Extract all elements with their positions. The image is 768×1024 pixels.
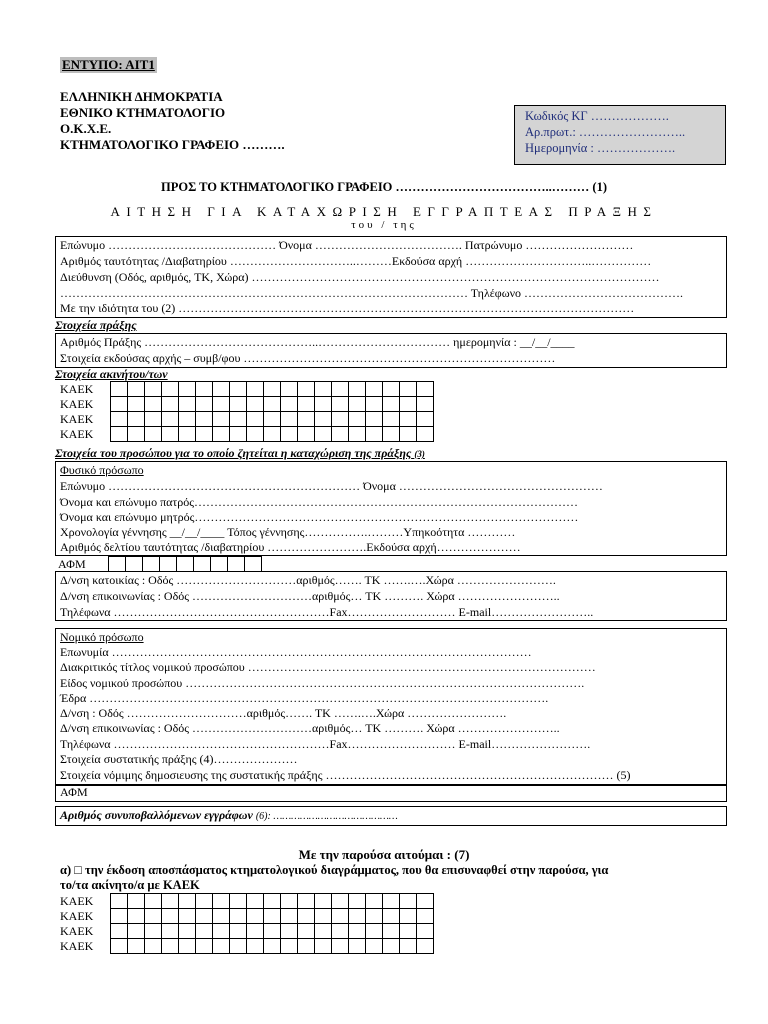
kaek-cell[interactable] [400,939,417,954]
kaek-cell[interactable] [349,909,366,924]
kaek-cell[interactable] [264,924,281,939]
kaek-cell[interactable] [111,894,128,909]
note-3: (3) [414,449,425,459]
kaek-cell[interactable] [247,909,264,924]
legal-person-line[interactable]: Στοιχεία συστατικής πράξης (4)………………… [60,752,298,766]
kaek-row [57,382,434,397]
kaek-cell[interactable] [349,382,366,397]
kaek-cell[interactable] [247,412,264,427]
kaek-cell[interactable] [264,397,281,412]
legal-afm-label: ΑΦΜ [60,785,88,799]
kaek-cell[interactable] [111,924,128,939]
kaek-cell[interactable] [332,894,349,909]
kaek-cell[interactable] [247,427,264,442]
kaek-cell[interactable] [264,412,281,427]
kaek-cell[interactable] [400,382,417,397]
kaek-cell[interactable] [332,909,349,924]
kaek-cell[interactable] [366,909,383,924]
natural-person-box [55,461,727,556]
kaek-cell[interactable] [366,382,383,397]
kaek-cell[interactable] [179,412,196,427]
kaek-cell[interactable] [247,382,264,397]
kaek-cell[interactable] [145,939,162,954]
kaek-cell[interactable] [111,427,128,442]
kaek-cell[interactable] [230,397,247,412]
kaek-cell[interactable] [196,412,213,427]
kaek-cell[interactable] [298,412,315,427]
kaek-cell[interactable] [366,427,383,442]
kaek-cell[interactable] [417,909,434,924]
kaek-row [57,909,434,924]
kaek-cell[interactable] [417,939,434,954]
contact-line[interactable]: Δ/νση κατοικίας : Οδός …………………………αριθμός……. ΤΚ …….….Χώρα ……………………. [60,573,556,587]
kaek-cell[interactable] [332,382,349,397]
kaek-cell[interactable] [145,427,162,442]
legal-person-line[interactable]: Είδος νομικού προσώπου ………………………………………………………………………………………. [60,676,585,690]
kaek-cell[interactable] [264,909,281,924]
legal-person-line[interactable]: Δ/νση : Οδός …………………………αριθμός……. ΤΚ …….….Χώρα ……………………. [60,706,507,720]
kaek-cell[interactable] [213,427,230,442]
kaek-cell[interactable] [264,427,281,442]
kaek-cell[interactable] [383,894,400,909]
kaek-cell[interactable] [162,412,179,427]
kaek-cell[interactable] [162,909,179,924]
kaek-cell[interactable] [162,939,179,954]
kaek-cell[interactable] [349,427,366,442]
kaek-cell[interactable] [128,939,145,954]
kaek-cell[interactable] [315,924,332,939]
kaek-cell[interactable] [400,909,417,924]
kaek-cell[interactable] [128,412,145,427]
afm-cell[interactable] [245,557,262,572]
kaek-cell[interactable] [349,894,366,909]
afm-cell[interactable] [177,557,194,572]
kaek-cell[interactable] [400,412,417,427]
kaek-cell[interactable] [213,382,230,397]
kaek-cell[interactable] [366,939,383,954]
legal-person-line[interactable]: Στοιχεία νόμιμης δημοσιευσης της συστατικής πράξης ……………………………………………………………… (5) [60,768,631,782]
natural-person-line[interactable]: Αριθμός δελτίου ταυτότητας /διαβατηρίου …………………….Εκδούσα αρχή………………… [60,540,521,554]
kaek-cell[interactable] [298,894,315,909]
kaek-cell[interactable] [298,427,315,442]
kaek-label: ΚΑΕΚ [60,938,94,953]
contact-line[interactable]: Δ/νση επικοινωνίας : Οδός …………………………αριθμός… ΤΚ ………. Χώρα …………………….. [60,589,560,603]
kaek-cell[interactable] [417,412,434,427]
kaek-cell[interactable] [332,412,349,427]
kaek-cell[interactable] [213,894,230,909]
kaek-cell[interactable] [298,382,315,397]
kaek-cell[interactable] [281,894,298,909]
header-line-4: ΚΤΗΜΑΤΟΛΟΓΙΚΟ ΓΡΑΦΕΙΟ ………. [60,137,285,152]
kaek-cell[interactable] [281,939,298,954]
request-option-a[interactable]: α) □ την έκδοση αποσπάσματος κτηματολογικού διαγράμματος, που θα επισυναφθεί στην παρούσα, για [60,863,609,877]
kaek-cell[interactable] [196,909,213,924]
afm-cell[interactable] [143,557,160,572]
kaek-cell[interactable] [298,909,315,924]
kaek-cell[interactable] [145,909,162,924]
legal-person-line[interactable]: Τηλέφωνα ………………………………………………Fax……………………… E-mail……………………. [60,737,591,751]
kaek-cell[interactable] [128,909,145,924]
kaek-cell[interactable] [298,924,315,939]
kaek-cell[interactable] [264,939,281,954]
kaek-cell[interactable] [162,427,179,442]
afm-cell[interactable] [109,557,126,572]
kaek-cell[interactable] [332,924,349,939]
kaek-cell[interactable] [179,397,196,412]
kaek-label: ΚΑΕΚ [60,411,94,426]
attachments-note: (6): …………………………………… [255,811,398,822]
kaek-cell[interactable] [196,939,213,954]
kaek-cell[interactable] [400,427,417,442]
kaek-cell[interactable] [366,412,383,427]
kaek-cell[interactable] [230,894,247,909]
legal-person-heading: Νομικό πρόσωπο [60,630,144,644]
page-subtitle: του / της [351,219,417,231]
kaek-row [57,939,434,954]
kaek-cell[interactable] [383,924,400,939]
kaek-cell[interactable] [230,924,247,939]
form-code: ΕΝΤΥΠΟ: ΑΙΤ1 [62,57,155,72]
afm-cell[interactable] [126,557,143,572]
addressee: ΠΡΟΣ ΤΟ ΚΤΗΜΑΤΟΛΟΓΙΚΟ ΓΡΑΦΕΙΟ ………………………………..……… (1) [161,180,607,194]
kaek-cell[interactable] [400,924,417,939]
kaek-cell[interactable] [162,894,179,909]
kaek-row [57,924,434,939]
section-prosopo-label: Στοιχεία του προσώπου για το οποίο ζητείται η καταχώριση της πράξης [55,446,412,460]
kaek-cell[interactable] [281,412,298,427]
kaek-cell[interactable] [417,924,434,939]
kaek-cell[interactable] [128,427,145,442]
kaek-cell[interactable] [281,382,298,397]
request-title: Με την παρούσα αιτούμαι : (7) [298,847,470,862]
kaek-grid [57,381,434,442]
kaek-cell[interactable] [111,397,128,412]
kaek-cell[interactable] [400,894,417,909]
kaek-cell[interactable] [111,939,128,954]
kaek-cell[interactable] [247,397,264,412]
applicant-line[interactable]: Επώνυμο …………………………………… Όνομα ………………………………. Πατρώνυμο ……………………… [60,238,634,252]
kaek-cell[interactable] [349,924,366,939]
kaek-cell[interactable] [213,939,230,954]
kaek-row [57,412,434,427]
kaek-cell[interactable] [383,427,400,442]
kaek-cell[interactable] [196,397,213,412]
applicant-line[interactable]: ………………………………………………………………………………………… Τηλέφωνο …………………………………. [60,286,684,300]
legal-person-line[interactable]: Έδρα ……………………………………………………………………………………………………. [60,691,549,705]
kaek-cell[interactable] [417,382,434,397]
kaek-cell[interactable] [145,894,162,909]
kaek-cell[interactable] [247,924,264,939]
kaek-cell[interactable] [179,382,196,397]
natural-person-line[interactable]: Χρονολογία γέννησης __/__/____ Τόπος γέννησης…………….………Υπηκοότητα ………… [60,525,516,539]
section-akinito: Στοιχεία ακινήτου/των [55,367,168,381]
kaek-cell[interactable] [383,382,400,397]
natural-person-contact-box [55,571,727,621]
header-line-3: Ο.Κ.Χ.Ε. [60,121,112,136]
kaek-label: ΚΑΕΚ [60,893,94,908]
legal-person-box [55,628,727,786]
praxi-box [55,333,727,368]
kaek-cell[interactable] [400,397,417,412]
natural-person-line[interactable]: Επώνυμο ……………………………………………………… Όνομα …………………………………………… [60,479,603,493]
kaek-cell[interactable] [196,427,213,442]
protocol-number: Αρ.πρωτ.: …………………….. [525,125,686,139]
kaek-cell[interactable] [162,382,179,397]
afm-grid [55,556,262,572]
kaek-cell[interactable] [349,412,366,427]
kaek-cell[interactable] [315,382,332,397]
kaek-cell[interactable] [162,924,179,939]
praxi-line[interactable]: Στοιχεία εκδούσας αρχής – συμβ/φου …………………………………………………………………… [60,351,556,365]
kaek-cell[interactable] [281,909,298,924]
kaek-label: ΚΑΕΚ [60,923,94,938]
kaek-cell[interactable] [230,909,247,924]
page-title: ΑΙΤΗΣΗ ΓΙΑ ΚΑΤΑΧΩΡΙΣΗ ΕΓΓΡΑΠΤΕΑΣ ΠΡΑΞΗΣ [110,204,658,219]
legal-person-line[interactable]: Δ/νση επικοινωνίας : Οδός …………………………αριθμός… ΤΚ ………. Χώρα …………………….. [60,721,560,735]
kaek-cell[interactable] [111,412,128,427]
afm-cell[interactable] [194,557,211,572]
kaek-label: ΚΑΕΚ [60,426,94,441]
kaek-cell[interactable] [383,909,400,924]
request-option-a-cont: το/τα ακίνητο/α με ΚΑΕΚ [60,878,200,892]
applicant-line[interactable]: Με την ιδιότητα του (2) …………………………………………………………………………………………………… [60,301,635,315]
kaek-row [57,894,434,909]
kaek-cell[interactable] [179,909,196,924]
legal-person-line[interactable]: Διακριτικός τίτλος νομικού προσώπου …………………………………………………………………………… [60,660,596,674]
natural-person-line[interactable]: Όνομα και επώνυμο μητρός…………………………………………………………………………………… [60,510,579,524]
kaek-cell[interactable] [332,427,349,442]
date-field: Ημερομηνία : ………………. [525,141,676,155]
kaek-cell[interactable] [366,924,383,939]
section-praxi: Στοιχεία πράξης [55,318,137,332]
contact-line[interactable]: Τηλέφωνα ………………………………………………Fax……………………… E-mail…………………….. [60,605,594,619]
kaek-cell[interactable] [247,939,264,954]
applicant-line[interactable]: Αριθμός ταυτότητας /Διαβατηρίου …………………………..………Εκδούσα αρχή …………………………..…………… [60,254,652,268]
kaek-cell[interactable] [417,427,434,442]
attachments-line[interactable] [60,808,398,823]
registry-code-box [514,105,726,165]
kaek-cell[interactable] [383,939,400,954]
afm-label: ΑΦΜ [55,557,109,572]
attachments-label: Αριθμός συνυποβαλλόμενων εγγράφων [60,808,253,822]
kaek-cell[interactable] [145,382,162,397]
kaek-cell[interactable] [281,924,298,939]
kaek-cell[interactable] [366,397,383,412]
kaek-cell[interactable] [111,909,128,924]
kaek-cell[interactable] [145,924,162,939]
kaek-cell[interactable] [213,412,230,427]
kaek-label: ΚΑΕΚ [60,396,94,411]
kaek-cell[interactable] [315,397,332,412]
kaek-cell[interactable] [179,427,196,442]
kaek-cell[interactable] [128,924,145,939]
kaek-cell[interactable] [162,397,179,412]
kaek-cell[interactable] [315,894,332,909]
kaek-cell[interactable] [179,939,196,954]
kaek-cell[interactable] [196,924,213,939]
kaek-cell[interactable] [179,894,196,909]
praxi-line[interactable]: Αριθμός Πράξης ……………………………………..…………………………… ημερομηνία : __/__/____ [60,335,575,349]
kaek-cell[interactable] [111,382,128,397]
kaek-cell[interactable] [366,894,383,909]
kaek-cell[interactable] [349,397,366,412]
kaek-label: ΚΑΕΚ [60,381,94,396]
legal-afm-box [55,784,727,802]
kaek-cell[interactable] [349,939,366,954]
kaek-cell[interactable] [145,397,162,412]
kaek-cell[interactable] [315,939,332,954]
kaek-cell[interactable] [281,427,298,442]
kaek-cell[interactable] [315,427,332,442]
natural-person-line[interactable]: Όνομα και επώνυμο πατρός…………………………………………………………………………………… [60,495,578,509]
kg-code: Κωδικός ΚΓ ………………. [525,109,669,123]
kaek-cell[interactable] [230,939,247,954]
attachments-box [55,806,727,826]
kaek-cell[interactable] [230,412,247,427]
kaek-cell[interactable] [298,939,315,954]
kaek-cell[interactable] [298,397,315,412]
kaek-cell[interactable] [383,412,400,427]
applicant-box [55,236,727,318]
section-prosopo [55,446,425,461]
kaek-cell[interactable] [332,939,349,954]
afm-row [55,557,262,572]
afm-cell[interactable] [211,557,228,572]
kaek-cell[interactable] [213,909,230,924]
kaek-cell[interactable] [417,894,434,909]
kaek-cell[interactable] [247,894,264,909]
kaek-cell[interactable] [281,397,298,412]
kaek-cell[interactable] [315,909,332,924]
kaek-cell[interactable] [417,397,434,412]
kaek-label: ΚΑΕΚ [60,908,94,923]
kaek-cell[interactable] [230,382,247,397]
kaek-cell[interactable] [128,397,145,412]
kaek-cell[interactable] [332,397,349,412]
kaek-cell[interactable] [145,412,162,427]
kaek-cell[interactable] [230,427,247,442]
kaek-cell[interactable] [213,397,230,412]
kaek-cell[interactable] [315,412,332,427]
kaek-cell[interactable] [179,924,196,939]
kaek-row [57,427,434,442]
kaek-cell[interactable] [128,894,145,909]
kaek-cell[interactable] [128,382,145,397]
legal-person-line[interactable]: Επωνυμία …………………………………………………………………………………………… [60,645,532,659]
kaek-cell[interactable] [196,894,213,909]
kaek-row [57,397,434,412]
applicant-line[interactable]: Διεύθυνση (Οδός, αριθμός, ΤΚ, Χώρα) ………………………………………………………………………………………… [60,270,660,284]
afm-cell[interactable] [228,557,245,572]
kaek-cell[interactable] [196,382,213,397]
natural-person-heading: Φυσικό πρόσωπο [60,463,144,477]
header-line-2: ΕΘΝΙΚΟ ΚΤΗΜΑΤΟΛΟΓΙΟ [60,105,226,120]
afm-cell[interactable] [160,557,177,572]
header-line-1: ΕΛΛΗΝΙΚΗ ΔΗΜΟΚΡΑΤΙΑ [60,89,223,104]
kaek-grid-2 [57,893,434,954]
kaek-cell[interactable] [264,894,281,909]
kaek-cell[interactable] [383,397,400,412]
kaek-cell[interactable] [264,382,281,397]
kaek-cell[interactable] [213,924,230,939]
